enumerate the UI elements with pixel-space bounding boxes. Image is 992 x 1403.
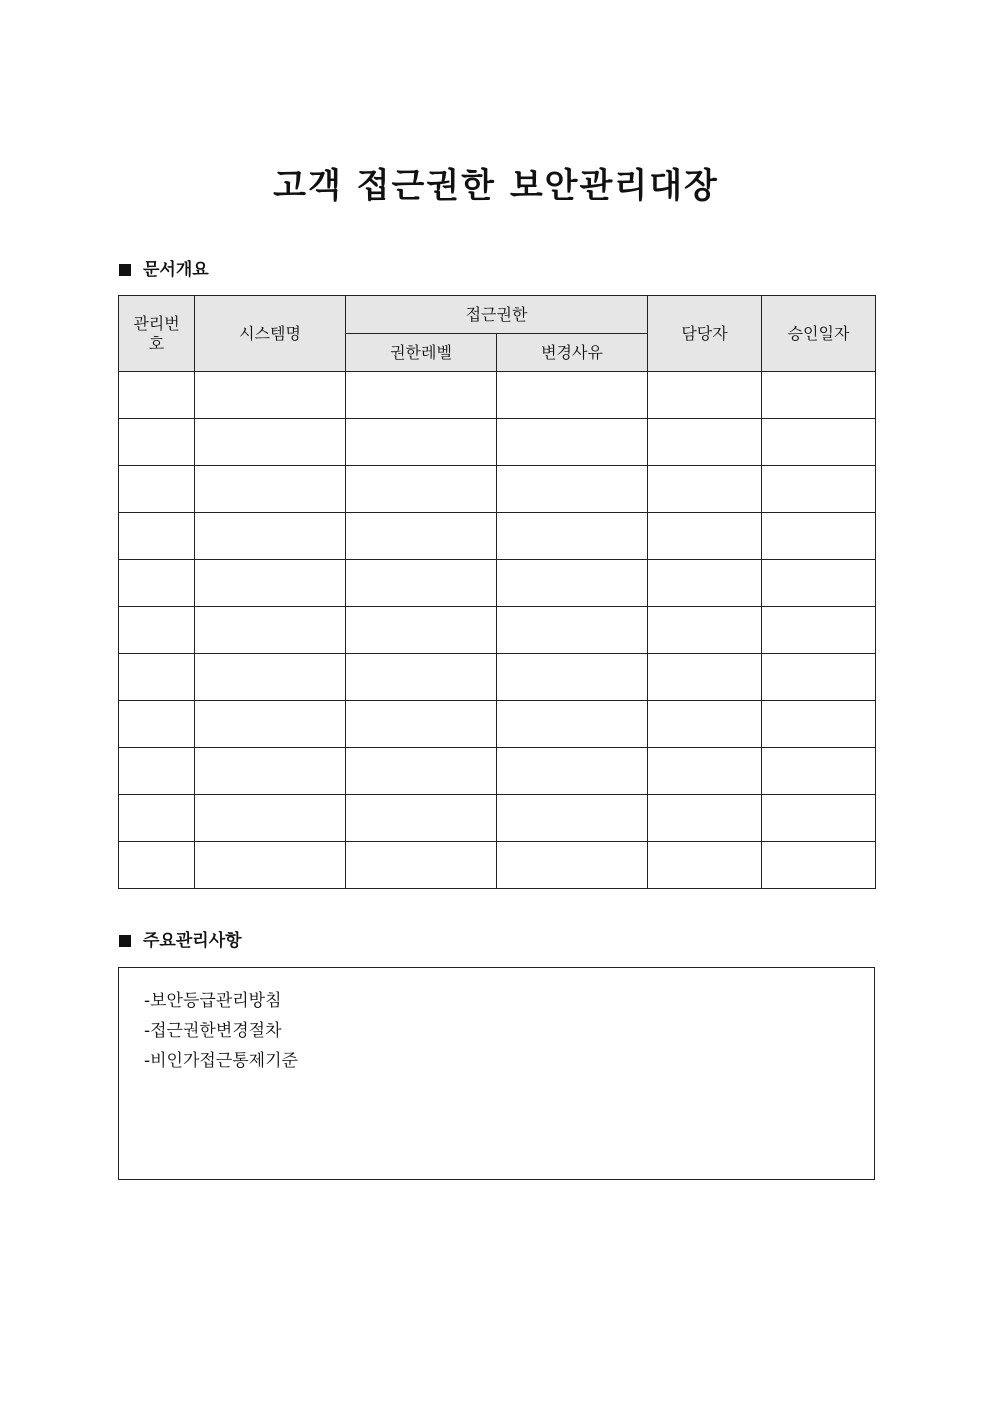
cell-management-no[interactable] [119,372,195,419]
cell-manager[interactable] [648,607,762,654]
cell-system-name[interactable] [195,701,346,748]
cell-change-reason[interactable] [497,607,648,654]
cell-change-reason[interactable] [497,560,648,607]
cell-manager[interactable] [648,560,762,607]
cell-approval-date[interactable] [762,795,876,842]
cell-management-no[interactable] [119,560,195,607]
table-row [119,560,876,607]
cell-system-name[interactable] [195,560,346,607]
cell-approval-date[interactable] [762,513,876,560]
table-row [119,607,876,654]
square-bullet-icon [119,935,131,947]
header-change-reason: 변경사유 [497,334,648,372]
cell-rights-level[interactable] [346,419,497,466]
header-manager: 담당자 [648,296,762,372]
header-approval-date: 승인일자 [762,296,876,372]
cell-approval-date[interactable] [762,466,876,513]
notes-heading-label: 주요관리사항 [143,931,242,951]
cell-rights-level[interactable] [346,466,497,513]
header-system-name: 시스템명 [195,296,346,372]
cell-change-reason[interactable] [497,466,648,513]
cell-approval-date[interactable] [762,748,876,795]
square-bullet-icon [119,264,131,276]
cell-rights-level[interactable] [346,372,497,419]
notes-section-heading [119,930,242,952]
cell-rights-level[interactable] [346,701,497,748]
table-row [119,654,876,701]
cell-system-name[interactable] [195,466,346,513]
cell-management-no[interactable] [119,795,195,842]
table-row [119,513,876,560]
cell-change-reason[interactable] [497,513,648,560]
cell-manager[interactable] [648,842,762,889]
cell-management-no[interactable] [119,466,195,513]
cell-rights-level[interactable] [346,795,497,842]
cell-approval-date[interactable] [762,701,876,748]
cell-change-reason[interactable] [497,654,648,701]
cell-approval-date[interactable] [762,560,876,607]
cell-rights-level[interactable] [346,607,497,654]
key-management-notes-box [118,967,875,1180]
access-rights-ledger-table [118,295,876,889]
page-title: 고객 접근권한 보안관리대장 [273,166,719,206]
cell-system-name[interactable] [195,607,346,654]
overview-section-heading [119,259,209,281]
cell-management-no[interactable] [119,842,195,889]
cell-rights-level[interactable] [346,654,497,701]
ledger-body [119,372,876,889]
cell-system-name[interactable] [195,372,346,419]
cell-rights-level[interactable] [346,560,497,607]
note-item: -보안등급관리방침 [144,991,282,1011]
cell-approval-date[interactable] [762,607,876,654]
cell-system-name[interactable] [195,513,346,560]
cell-change-reason[interactable] [497,795,648,842]
note-item: -접근권한변경절차 [144,1021,282,1041]
header-access-rights: 접근권한 [346,296,648,334]
cell-manager[interactable] [648,795,762,842]
cell-manager[interactable] [648,748,762,795]
cell-change-reason[interactable] [497,748,648,795]
table-row [119,701,876,748]
cell-management-no[interactable] [119,419,195,466]
cell-approval-date[interactable] [762,372,876,419]
table-row [119,842,876,889]
cell-system-name[interactable] [195,748,346,795]
cell-manager[interactable] [648,419,762,466]
cell-manager[interactable] [648,513,762,560]
cell-management-no[interactable] [119,607,195,654]
table-row [119,795,876,842]
cell-approval-date[interactable] [762,654,876,701]
table-row [119,748,876,795]
cell-change-reason[interactable] [497,372,648,419]
cell-system-name[interactable] [195,842,346,889]
cell-manager[interactable] [648,701,762,748]
cell-approval-date[interactable] [762,419,876,466]
header-management-no: 관리번호 [119,296,195,372]
header-rights-level: 권한레벨 [346,334,497,372]
overview-heading-label: 문서개요 [143,260,209,280]
cell-rights-level[interactable] [346,748,497,795]
table-row [119,372,876,419]
cell-management-no[interactable] [119,654,195,701]
cell-manager[interactable] [648,466,762,513]
cell-approval-date[interactable] [762,842,876,889]
cell-change-reason[interactable] [497,419,648,466]
cell-manager[interactable] [648,372,762,419]
table-row [119,466,876,513]
cell-manager[interactable] [648,654,762,701]
cell-change-reason[interactable] [497,842,648,889]
cell-management-no[interactable] [119,513,195,560]
cell-system-name[interactable] [195,419,346,466]
table-row [119,419,876,466]
cell-system-name[interactable] [195,654,346,701]
cell-system-name[interactable] [195,795,346,842]
note-item: -비인가접근통제기준 [144,1051,298,1071]
cell-rights-level[interactable] [346,513,497,560]
cell-management-no[interactable] [119,701,195,748]
cell-rights-level[interactable] [346,842,497,889]
cell-management-no[interactable] [119,748,195,795]
cell-change-reason[interactable] [497,701,648,748]
